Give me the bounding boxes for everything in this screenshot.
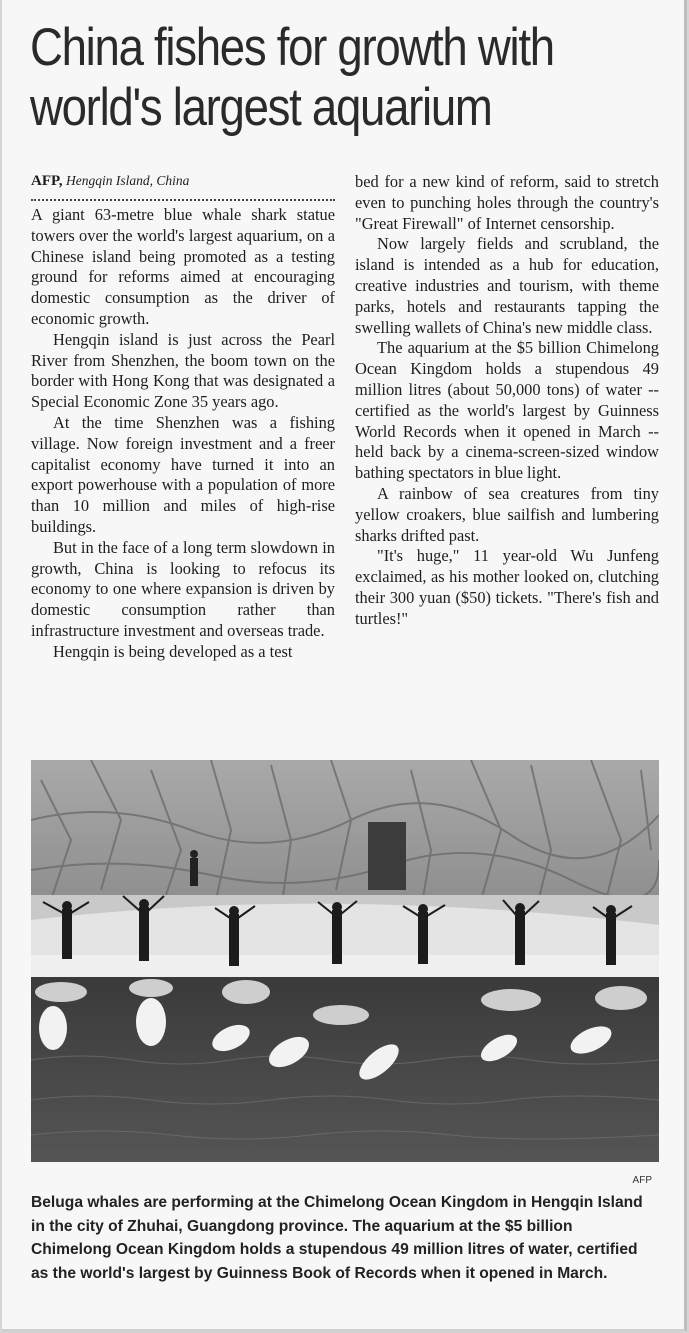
rock-backdrop [31, 760, 659, 910]
paragraph: Hengqin is being developed as a test [53, 641, 293, 661]
photo-credit: AFP [632, 1175, 652, 1186]
byline-source: AFP, [31, 173, 63, 189]
paragraph: A rainbow of sea creatures from tiny yellow croakers, blue sailfish and lumbering sharks drifted past. [355, 483, 659, 545]
paragraph: "It's huge," 11 year-old Wu Junfeng exclaimed, as his mother looked on, clutching their 300 yuan ($50) tickets. "There's fish and turtles!" [355, 546, 659, 628]
newspaper-page [2, 0, 687, 1332]
cave-doorway [368, 822, 406, 890]
paragraph: At the time Shenzhen was a fishing village. Now foreign investment and a freer capitalist economy have turned it into an export powerhouse with a population of more than 10 million and miles of high-rise buildings. [31, 412, 335, 536]
paragraph: A giant 63-metre blue whale shark statue towers over the world's largest aquarium, on a Chinese island being promoted as a testing ground for reforms aimed at encouraging domestic consumption as the driver of economic growth. [31, 205, 335, 328]
dotted-divider [31, 199, 335, 201]
paragraph: The aquarium at the $5 billion Chimelong Ocean Kingdom holds a stupendous 49 million litres (about 50,000 tons) of water -- certified as the world's largest by Guinness World Records when it opened in March -- held back by a cinema-screen-sized window bathing spectators in blue light. [355, 338, 659, 483]
headline: China fishes for growth with world's largest aquarium [30, 18, 554, 137]
byline-location: Hengqin Island, China [66, 173, 190, 188]
byline [31, 170, 335, 193]
pool-water [31, 977, 659, 1162]
paragraph: Now largely fields and scrubland, the island is intended as a hub for education, creative industries and tourism, with theme parks, hotels and restaurants tapping the swelling wallets of China's new middle class. [355, 234, 659, 337]
paragraph: Hengqin island is just across the Pearl River from Shenzhen, the boom town on the border with Hong Kong that was designated a Special Economic Zone 35 years ago. [31, 329, 335, 412]
article-column-left [31, 170, 335, 663]
paragraph: But in the face of a long term slowdown in growth, China is looking to refocus its economy to one where expansion is driven by domestic consumption rather than infrastructure investment and overseas trade. [31, 537, 335, 640]
beluga-show-photo [31, 760, 659, 1162]
paragraph: bed for a new kind of reform, said to stretch even to punching holes through the country's "Great Firewall" of Internet censorship. [355, 172, 659, 233]
photo-caption: Beluga whales are performing at the Chimelong Ocean Kingdom in Hengqin Island in the city of Zhuhai, Guangdong province. The aquarium at the $5 billion Chimelong Ocean Kingdom holds a stupendous 49 million litres of water, certified as the world's largest by Guinness Book of Records when it opened in March. [31, 1194, 643, 1282]
trainer-figure [190, 850, 198, 886]
article-column-right [355, 172, 659, 630]
